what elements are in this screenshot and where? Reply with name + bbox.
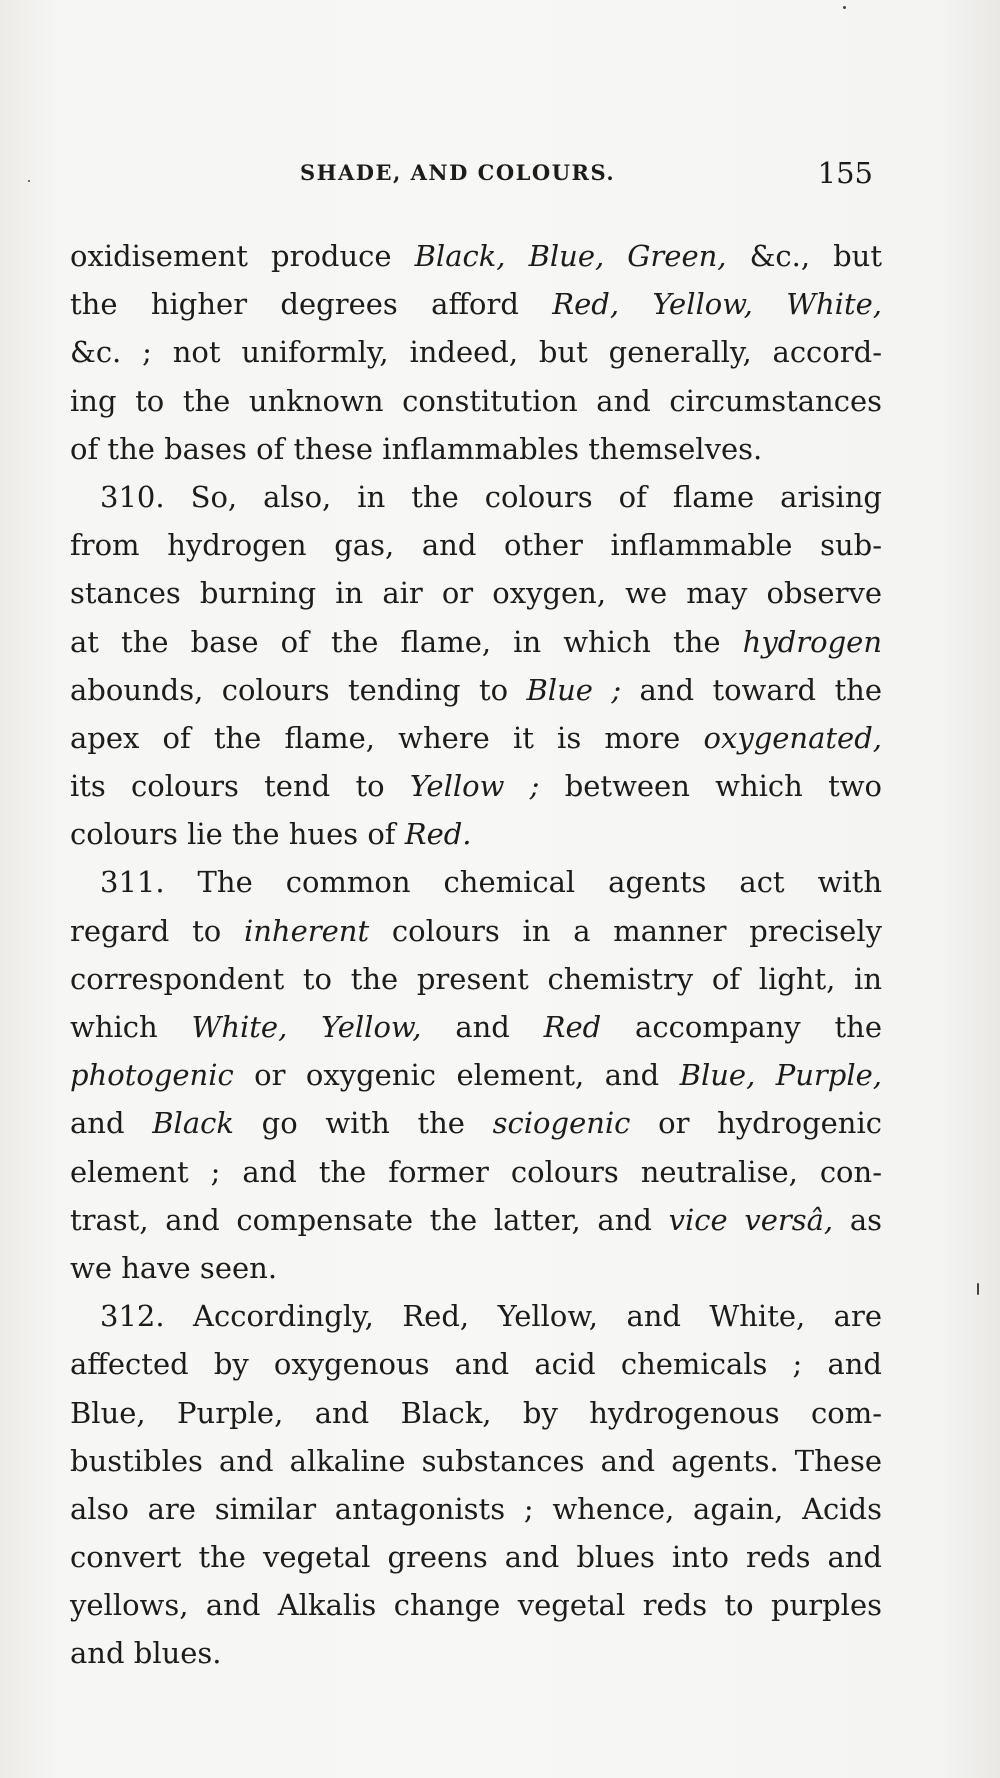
text-line: from hydrogen gas, and other inflammable sub- bbox=[70, 528, 882, 563]
running-title: SHADE, AND COLOURS. bbox=[300, 160, 616, 185]
text-line: &c. ; not uniformly, indeed, but generally, accord- bbox=[70, 335, 882, 370]
text-line: and Black go with the sciogenic or hydrogenic bbox=[70, 1106, 882, 1141]
page-speck bbox=[977, 1283, 979, 1295]
page-speck bbox=[28, 180, 30, 182]
text-line: which White, Yellow, and Red accompany the bbox=[70, 1010, 882, 1044]
text-line: regard to inherent colours in a manner precisely bbox=[70, 913, 882, 948]
text-line: of the bases of these inflammables themselves. bbox=[70, 431, 763, 466]
text-line: the higher degrees afford Red, Yellow, White, bbox=[70, 287, 882, 322]
text-line: stances burning in air or oxygen, we may observe bbox=[70, 576, 882, 611]
body-text bbox=[70, 232, 882, 1678]
text-line: colours lie the hues of Red. bbox=[70, 817, 472, 852]
text-line: bustibles and alkaline substances and agents. These bbox=[70, 1443, 882, 1478]
text-line: element ; and the former colours neutralise, con- bbox=[70, 1154, 882, 1189]
text-line: correspondent to the present chemistry of light, in bbox=[70, 961, 882, 996]
text-line: its colours tend to Yellow ; between which two bbox=[70, 769, 883, 804]
text-line: we have seen. bbox=[70, 1250, 278, 1285]
text-line: convert the vegetal greens and blues into reds and bbox=[70, 1540, 882, 1575]
text-line: trast, and compensate the latter, and vice versâ, as bbox=[70, 1202, 882, 1237]
text-line: apex of the flame, where it is more oxygenated, bbox=[70, 720, 882, 755]
text-line: ing to the unknown constitution and circumstances bbox=[70, 383, 882, 418]
text-line: yellows, and Alkalis change vegetal reds to purples bbox=[70, 1588, 882, 1623]
text-line: at the base of the flame, in which the hydrogen bbox=[70, 624, 882, 659]
text-line: abounds, colours tending to Blue ; and toward the bbox=[70, 672, 882, 707]
text-line: affected by oxygenous and acid chemicals ; and bbox=[70, 1347, 882, 1382]
paragraph-first-line: 312. Accordingly, Red, Yellow, and White, are bbox=[100, 1299, 882, 1334]
page-number: 155 bbox=[817, 156, 873, 190]
text-line: photogenic or oxygenic element, and Blue, Purple, bbox=[70, 1058, 882, 1093]
paragraph-first-line: 311. The common chemical agents act with bbox=[100, 865, 882, 900]
text-line: also are similar antagonists ; whence, again, Acids bbox=[70, 1491, 882, 1526]
text-line: oxidisement produce Black, Blue, Green, &c., but bbox=[70, 239, 883, 273]
text-line: and blues. bbox=[70, 1636, 222, 1671]
text-line: Blue, Purple, and Black, by hydrogenous com- bbox=[70, 1395, 882, 1430]
paragraph-first-line: 310. So, also, in the colours of flame arising bbox=[100, 479, 882, 514]
running-head bbox=[70, 156, 873, 192]
page-speck bbox=[843, 6, 846, 9]
